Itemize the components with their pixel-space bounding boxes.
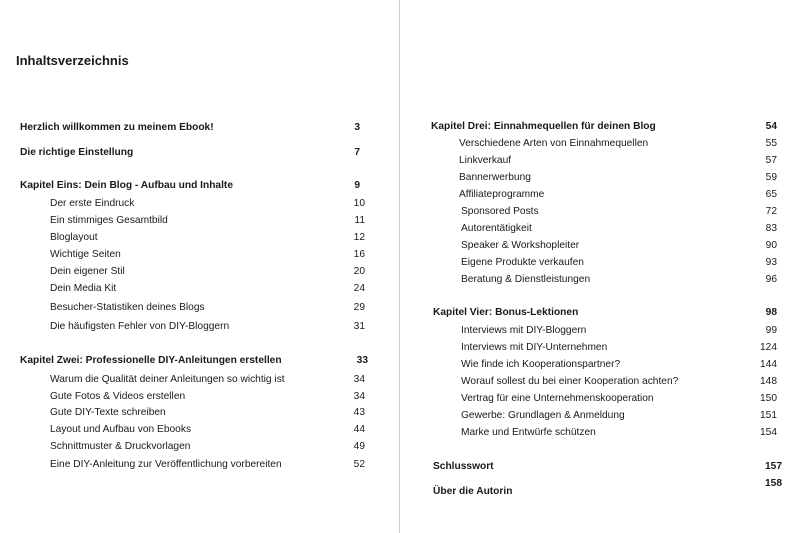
toc-page-number: 16 bbox=[353, 249, 365, 260]
toc-entry-label: Kapitel Eins: Dein Blog - Aufbau und Inhalte bbox=[20, 180, 233, 191]
toc-page-number: 33 bbox=[356, 355, 368, 366]
toc-page-number: 158 bbox=[765, 478, 782, 489]
toc-entry-label: Über die Autorin bbox=[433, 486, 513, 497]
toc-entry-label: Interviews mit DIY-Unternehmen bbox=[461, 342, 608, 353]
toc-page-number: 34 bbox=[353, 391, 365, 402]
toc-chapter-schlusswort bbox=[433, 460, 782, 474]
toc-page-number: 29 bbox=[353, 302, 365, 313]
page-title: Inhaltsverzeichnis bbox=[16, 53, 129, 68]
toc-entry-label: Bannerwerbung bbox=[459, 172, 531, 183]
toc-entry-label: Die richtige Einstellung bbox=[20, 147, 134, 158]
toc-entry-label: Eine DIY-Anleitung zur Veröffentlichung vorbereiten bbox=[50, 459, 282, 470]
toc-page-number: 72 bbox=[765, 206, 777, 217]
toc-page-number: 98 bbox=[765, 307, 777, 318]
toc-entry-warum-die-qualität-deiner-anleitungen-so-wichtig-ist bbox=[50, 373, 365, 387]
toc-entry-label: Der erste Eindruck bbox=[50, 198, 135, 209]
toc-entry-ein-stimmiges-gesamtbild bbox=[50, 214, 365, 228]
toc-chapter-kapitel-eins-dein-blog-aufbau-und-inhalte bbox=[20, 179, 360, 193]
toc-entry-besucher-statistiken-deines-blogs bbox=[50, 301, 365, 315]
toc-entry-label: Worauf sollest du bei einer Kooperation achten? bbox=[461, 376, 679, 387]
toc-entry-label: Kapitel Zwei: Professionelle DIY-Anleitungen erstellen bbox=[20, 355, 282, 366]
toc-entry-worauf-sollest-du-bei-einer-kooperation-achten bbox=[461, 375, 777, 389]
toc-chapter-die-richtige-einstellung bbox=[20, 146, 360, 160]
toc-entry-label: Beratung & Dienstleistungen bbox=[461, 274, 591, 285]
toc-entry-label: Dein eigener Stil bbox=[50, 266, 125, 277]
toc-entry-label: Marke und Entwürfe schützen bbox=[461, 427, 596, 438]
toc-entry-label: Schlusswort bbox=[433, 461, 494, 472]
toc-entry-layout-und-aufbau-von-ebooks bbox=[50, 423, 365, 437]
toc-page-number: 43 bbox=[353, 407, 365, 418]
toc-entry-label: Speaker & Workshopleiter bbox=[461, 240, 580, 251]
toc-entry-label: Bloglayout bbox=[50, 232, 98, 243]
toc-entry-gute-diy-texte-schreiben bbox=[50, 406, 365, 420]
toc-entry-label: Interviews mit DIY-Bloggern bbox=[461, 325, 587, 336]
toc-entry-label: Herzlich willkommen zu meinem Ebook! bbox=[20, 122, 214, 133]
left-page bbox=[0, 0, 399, 533]
toc-chapter-kapitel-drei-einnahmequellen-für-deinen-blog bbox=[431, 120, 777, 134]
toc-page-number: 24 bbox=[353, 283, 365, 294]
toc-entry-label: Ein stimmiges Gesamtbild bbox=[50, 215, 168, 226]
toc-page-number: 90 bbox=[765, 240, 777, 251]
toc-page-number: 150 bbox=[760, 393, 777, 404]
toc-page-number: 44 bbox=[353, 424, 365, 435]
toc-entry-label: Kapitel Vier: Bonus-Lektionen bbox=[433, 307, 579, 318]
toc-entry-label: Gute Fotos & Videos erstellen bbox=[50, 391, 186, 402]
toc-page-number: 54 bbox=[765, 121, 777, 132]
toc-page-number: 99 bbox=[765, 325, 777, 336]
toc-entry-eigene-produkte-verkaufen bbox=[461, 256, 777, 270]
toc-entry-label: Dein Media Kit bbox=[50, 283, 117, 294]
toc-entry-wichtige-seiten bbox=[50, 248, 365, 262]
toc-page-number: 52 bbox=[353, 459, 365, 470]
toc-page-number: 34 bbox=[353, 374, 365, 385]
toc-entry-beratung-dienstleistungen bbox=[461, 273, 777, 287]
toc-entry-label: Gute DIY-Texte schreiben bbox=[50, 407, 166, 418]
toc-entry-speaker-workshopleiter bbox=[461, 239, 777, 253]
toc-entry-label: Kapitel Drei: Einnahmequellen für deinen Blog bbox=[431, 121, 656, 132]
toc-page-number: 148 bbox=[760, 376, 777, 387]
toc-page-number: 55 bbox=[765, 138, 777, 149]
toc-entry-verschiedene-arten-von-einnahmequellen bbox=[459, 137, 777, 151]
toc-chapter-kapitel-zwei-professionelle-diy-anleitungen-erstellen bbox=[20, 354, 368, 368]
toc-page-number: 9 bbox=[354, 180, 360, 191]
toc-entry-label: Die häufigsten Fehler von DIY-Bloggern bbox=[50, 321, 230, 332]
toc-page-number: 157 bbox=[765, 461, 782, 472]
toc-page-number: 93 bbox=[765, 257, 777, 268]
toc-chapter-über-die-autorin bbox=[433, 478, 782, 499]
toc-chapter-herzlich-willkommen-zu-meinem-ebook bbox=[20, 121, 360, 135]
toc-entry-gute-fotos-videos-erstellen bbox=[50, 390, 365, 404]
toc-page-number: 65 bbox=[765, 189, 777, 200]
toc-entry-label: Warum die Qualität deiner Anleitungen so wichtig ist bbox=[50, 374, 285, 385]
toc-entry-interviews-mit-diy-unternehmen bbox=[461, 341, 777, 355]
toc-entry-der-erste-eindruck bbox=[50, 197, 365, 211]
toc-entry-label: Wichtige Seiten bbox=[50, 249, 121, 260]
toc-page-number: 59 bbox=[765, 172, 777, 183]
toc-entry-die-häufigsten-fehler-von-diy-bloggern bbox=[50, 320, 365, 334]
toc-entry-dein-media-kit bbox=[50, 282, 365, 296]
toc-entry-affiliateprogramme bbox=[459, 188, 777, 202]
toc-page-number: 83 bbox=[765, 223, 777, 234]
toc-page-number: 49 bbox=[353, 441, 365, 452]
toc-entry-sponsored-posts bbox=[461, 205, 777, 219]
toc-entry-bloglayout bbox=[50, 231, 365, 245]
toc-page-number: 124 bbox=[760, 342, 777, 353]
toc-entry-label: Sponsored Posts bbox=[461, 206, 539, 217]
toc-page-number: 31 bbox=[353, 321, 365, 332]
toc-entry-label: Verschiedene Arten von Einnahmequellen bbox=[459, 138, 649, 149]
toc-page-number: 144 bbox=[760, 359, 777, 370]
toc-entry-gewerbe-grundlagen-anmeldung bbox=[461, 409, 777, 423]
toc-page-number: 20 bbox=[353, 266, 365, 277]
toc-entry-label: Schnittmuster & Druckvorlagen bbox=[50, 441, 191, 452]
toc-entry-bannerwerbung bbox=[459, 171, 777, 185]
toc-entry-schnittmuster-druckvorlagen bbox=[50, 440, 365, 454]
right-page bbox=[401, 0, 800, 533]
toc-page-number: 11 bbox=[354, 215, 365, 226]
toc-entry-label: Autorentätigkeit bbox=[461, 223, 532, 234]
toc-entry-wie-finde-ich-kooperationspartner bbox=[461, 358, 777, 372]
toc-entry-label: Layout und Aufbau von Ebooks bbox=[50, 424, 192, 435]
toc-page-number: 96 bbox=[765, 274, 777, 285]
toc-page-number: 10 bbox=[353, 198, 365, 209]
toc-entry-vertrag-für-eine-unternehmenskooperation bbox=[461, 392, 777, 406]
toc-page-number: 57 bbox=[765, 155, 777, 166]
toc-page-number: 151 bbox=[760, 410, 777, 421]
page-divider bbox=[399, 0, 400, 533]
toc-entry-linkverkauf bbox=[459, 154, 777, 168]
toc-entry-label: Vertrag für eine Unternehmenskooperation bbox=[461, 393, 654, 404]
toc-entry-interviews-mit-diy-bloggern bbox=[461, 324, 777, 338]
toc-entry-marke-und-entwürfe-schützen bbox=[461, 426, 777, 440]
toc-entry-label: Gewerbe: Grundlagen & Anmeldung bbox=[461, 410, 625, 421]
toc-page-number: 3 bbox=[354, 122, 360, 133]
toc-entry-eine-diy-anleitung-zur-veröffentlichung-vorbereiten bbox=[50, 458, 365, 472]
toc-entry-label: Eigene Produkte verkaufen bbox=[461, 257, 584, 268]
toc-page-number: 154 bbox=[760, 427, 777, 438]
toc-entry-dein-eigener-stil bbox=[50, 265, 365, 279]
toc-page-number: 7 bbox=[354, 147, 360, 158]
toc-entry-label: Wie finde ich Kooperationspartner? bbox=[461, 359, 621, 370]
toc-entry-autorentätigkeit bbox=[461, 222, 777, 236]
toc-entry-label: Besucher-Statistiken deines Blogs bbox=[50, 302, 205, 313]
toc-page-number: 12 bbox=[353, 232, 365, 243]
toc-chapter-kapitel-vier-bonus-lektionen bbox=[433, 306, 777, 320]
toc-entry-label: Affiliateprogramme bbox=[459, 189, 545, 200]
toc-entry-label: Linkverkauf bbox=[459, 155, 512, 166]
